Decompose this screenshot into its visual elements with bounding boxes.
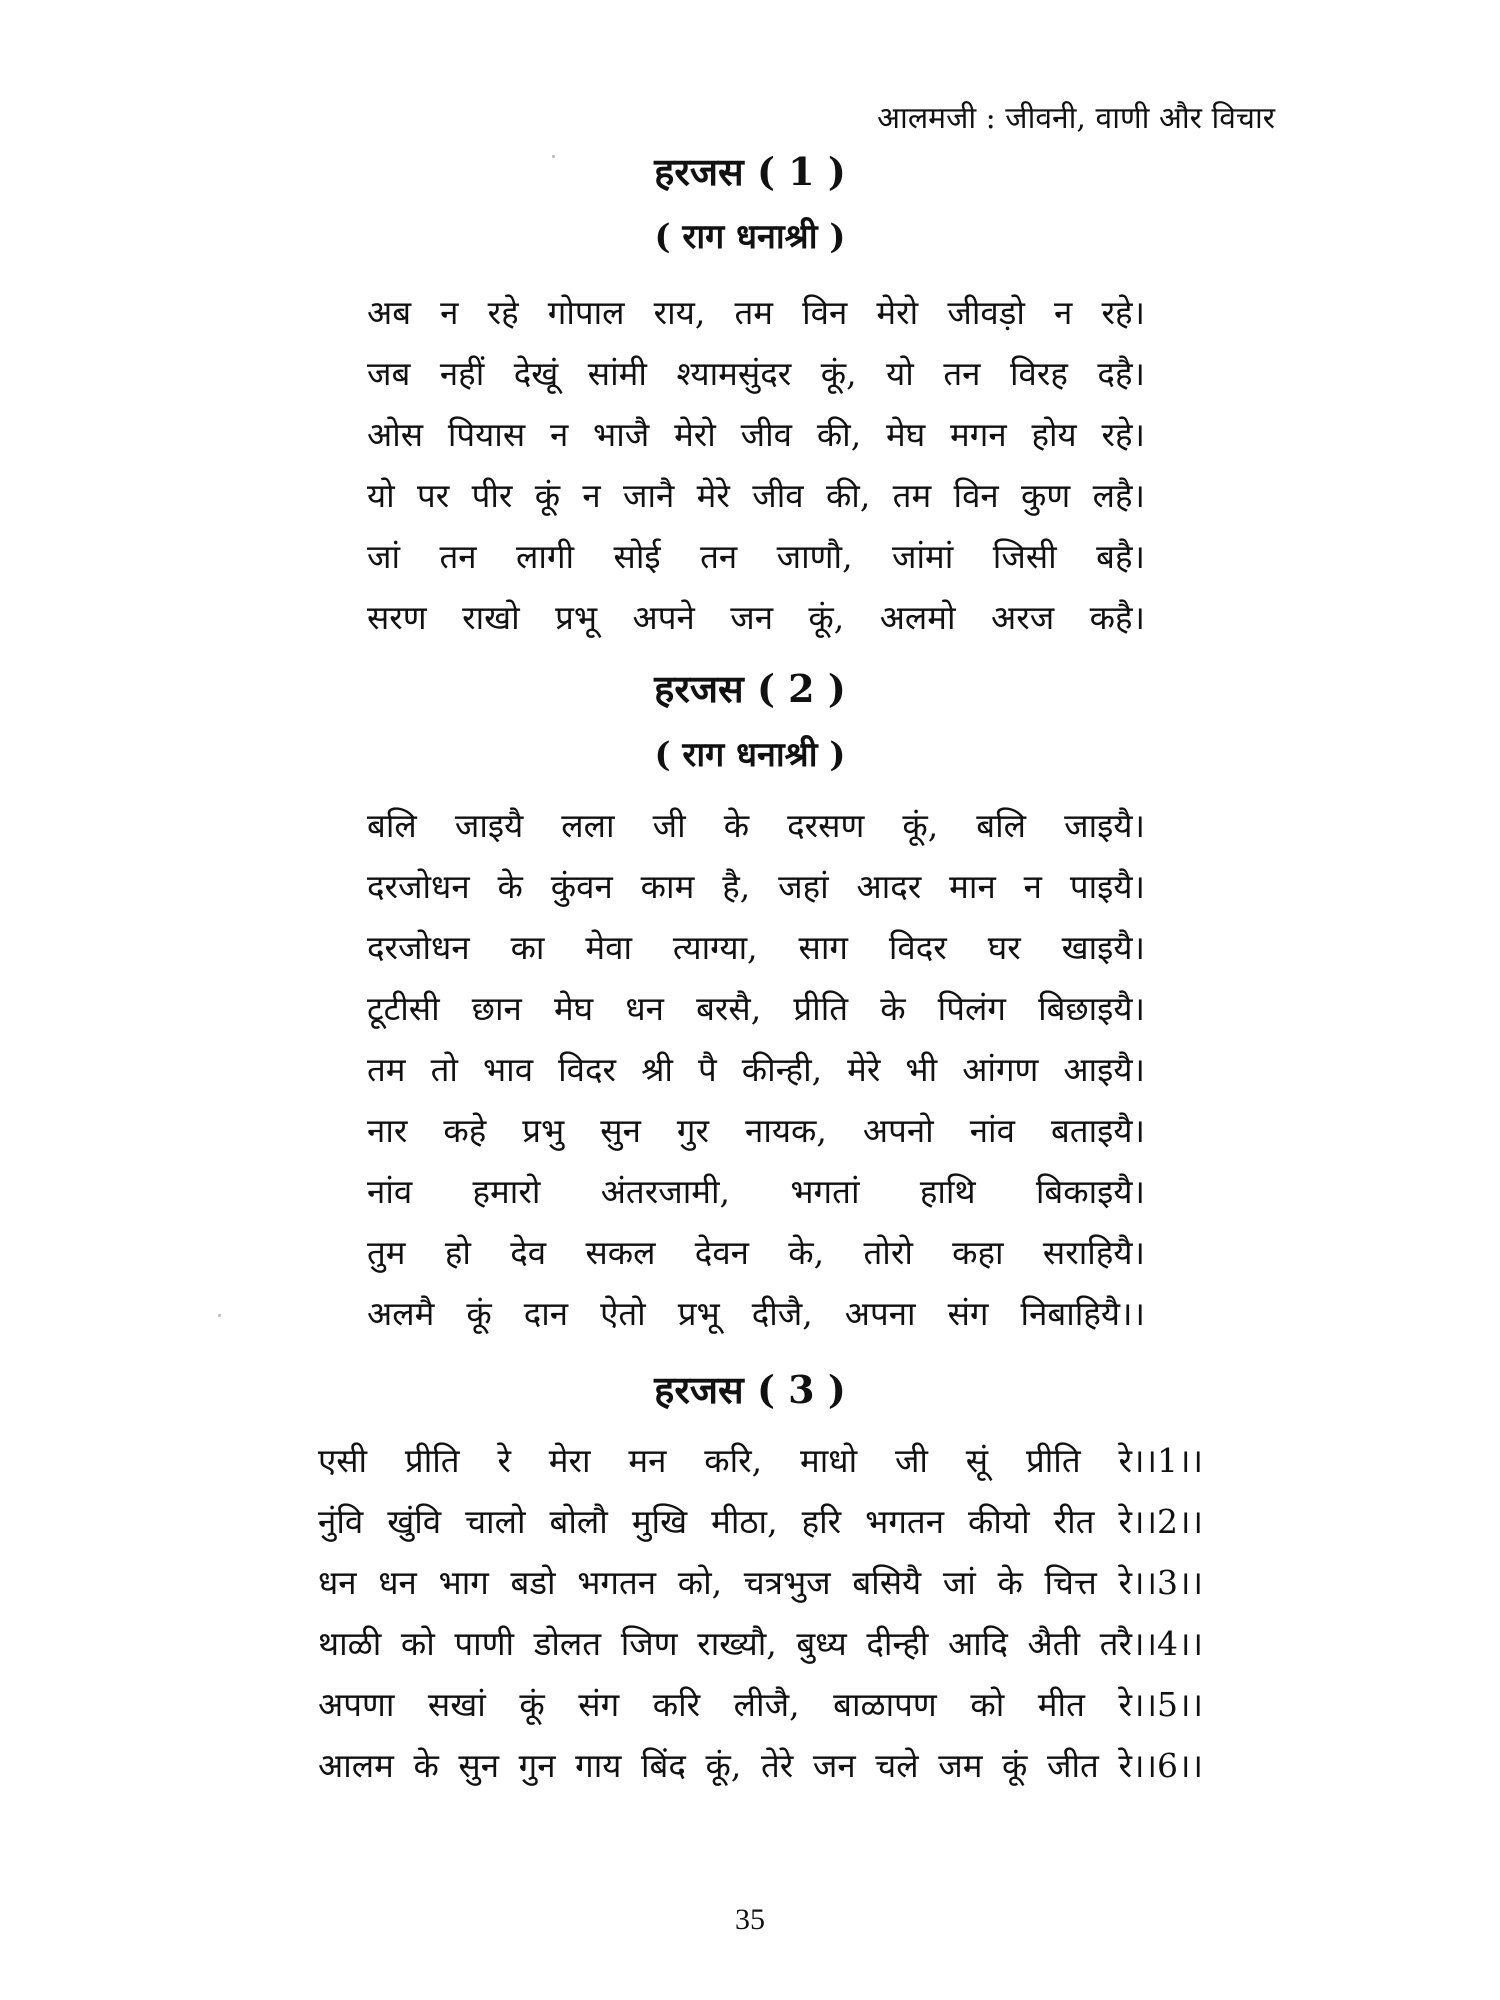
verse-line: थाळी को पाणी डोलत जिण राख्यौ, बुध्य दीन्ही आदि अैती तरै।।4।। — [318, 1624, 1203, 1663]
section-1-raga: ( राग धनाश्री ) — [654, 217, 846, 257]
scan-speck — [552, 155, 555, 158]
verse-line: नार कहे प्रभु सुन गुर नायक, अपनो नांव बताइयै। — [367, 1111, 1145, 1150]
section-1-verse — [367, 282, 1145, 648]
verse-line: बलि जाइयै लला जी के दरसण कूं, बलि जाइयै। — [367, 806, 1145, 845]
verse-line: ओस पियास न भाजै मेरो जीव की, मेघ मगन होय रहे। — [367, 415, 1145, 454]
section-3-title: हरजस ( 3 ) — [654, 1367, 846, 1412]
page-number: 35 — [735, 1903, 765, 1936]
verse-line: तुम हो देव सकल देवन के, तोरो कहा सराहियै। — [367, 1233, 1145, 1272]
verse-line: जब नहीं देखूं सांमी श्यामसुंदर कूं, यो तन विरह दहै। — [367, 354, 1145, 393]
section-2-raga: ( राग धनाश्री ) — [654, 735, 846, 775]
section-1-title: हरजस ( 1 ) — [654, 149, 846, 194]
verse-line: नांव हमारो अंतरजामी, भगतां हाथि बिकाइयै। — [367, 1172, 1145, 1211]
verse-line: अपणा सखां कूं संग करि लीजै, बाळापण को मीत रे।।5।। — [318, 1685, 1203, 1724]
section-2-title: हरजस ( 2 ) — [654, 666, 846, 711]
verse-line: दरजोधन का मेवा त्याग्या, साग विदर घर खाइयै। — [367, 928, 1145, 967]
verse-line: धन धन भाग बडो भगतन को, चत्रभुज बसियै जां के चित्त रे।।3।। — [318, 1563, 1203, 1602]
verse-line: दरजोधन के कुंवन काम है, जहां आदर मान न पाइयै। — [367, 867, 1145, 906]
section-2-verse — [367, 795, 1145, 1344]
running-header: आलमजी : जीवनी, वाणी और विचार — [877, 101, 1275, 136]
verse-line: अब न रहे गोपाल राय, तम विन मेरो जीवड़ो न रहे। — [367, 293, 1145, 332]
scan-speck — [218, 1314, 221, 1317]
verse-line: आलम के सुन गुन गाय बिंद कूं, तेरे जन चले जम कूं जीत रे।।6।। — [318, 1746, 1203, 1785]
verse-line: सरण राखो प्रभू अपने जन कूं, अलमो अरज कहै। — [367, 598, 1145, 637]
verse-line: एसी प्रीति रे मेरा मन करि, माधो जी सूं प्रीति रे।।1।। — [318, 1441, 1203, 1480]
verse-line: यो पर पीर कूं न जानै मेरे जीव की, तम विन कुण लहै। — [367, 476, 1145, 515]
verse-line: तम तो भाव विदर श्री पै कीन्ही, मेरे भी आंगण आइयै। — [367, 1050, 1145, 1089]
section-3-verse — [318, 1430, 1203, 1796]
verse-line: अलमै कूं दान ऐतो प्रभू दीजै, अपना संग निबाहियै।। — [367, 1294, 1145, 1333]
verse-line: नुंवि खुंवि चालो बोलौ मुखि मीठा, हरि भगतन कीयो रीत रे।।2।। — [318, 1502, 1203, 1541]
verse-line: टूटीसी छान मेघ धन बरसै, प्रीति के पिलंग बिछाइयै। — [367, 989, 1145, 1028]
verse-line: जां तन लागी सोई तन जाणौ, जांमां जिसी बहै। — [367, 537, 1145, 576]
